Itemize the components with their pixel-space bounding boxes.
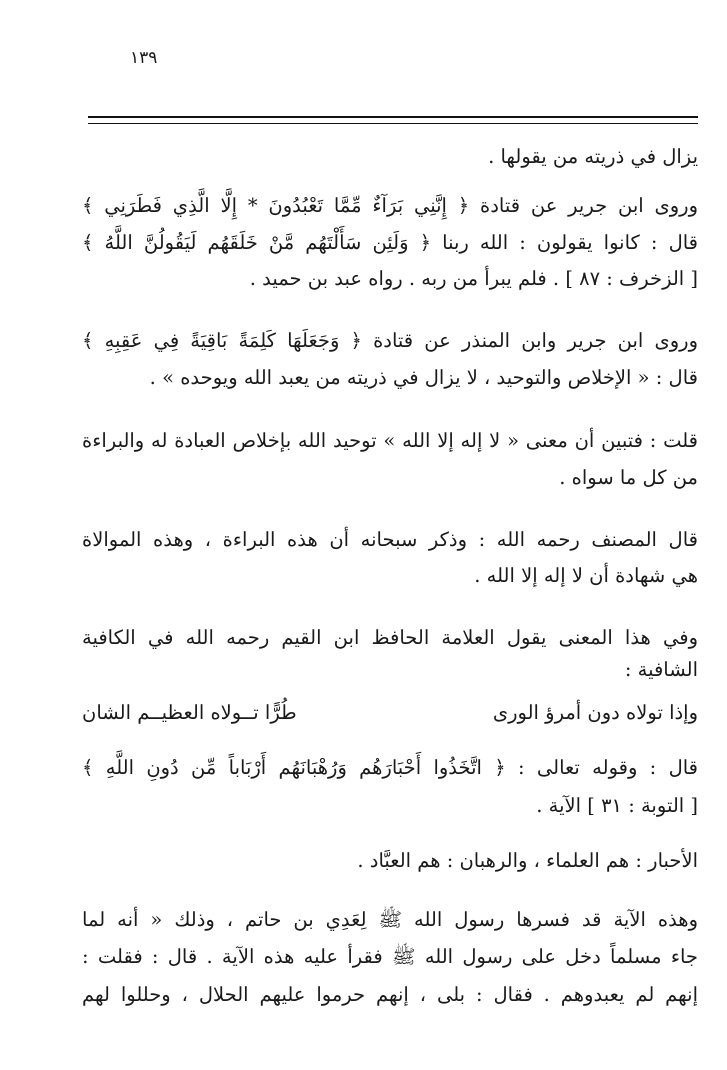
text-line: قال : وقوله تعالى : ﴿ اتَّخَذُوا أَحْبَارَهُم وَرُهْبَانَهُم أَرْبَاباً مِّن دُونِ اللَّهِ ﴾ [82, 756, 698, 779]
text-line: قال المصنف رحمه الله : وذكر سبحانه أن هذه البراءة ، وهذه الموالاة [82, 528, 698, 551]
text-line: إنهم لم يعبدوهم . فقال : بلى ، إنهم حرموا عليهم الحلال ، وحللوا لهم [82, 983, 698, 1006]
header-rule-thick [88, 116, 698, 118]
text-line: قال : كانوا يقولون : الله ربنا ﴿ وَلَئِن سَأَلْتَهُم مَّنْ خَلَقَهُم لَيَقُولُنَّ اللَّهُ ﴾ [82, 231, 698, 254]
verse-second-hemistich: طُرًّا تــولاه العظيــم الشان [82, 701, 297, 724]
text-line: من كل ما سواه . [559, 466, 698, 489]
text-line: الشافية : [624, 658, 698, 681]
text-line: قلت : فتبين أن معنى « لا إله إلا الله » توحيد الله بإخلاص العبادة له والبراءة [82, 429, 698, 452]
text-line: قال : « الإخلاص والتوحيد ، لا يزال في ذريته من يعبد الله ويوحده » . [149, 366, 698, 389]
page-number: ١٣٩ [130, 48, 158, 68]
text-line: الأحبار : هم العلماء ، والرهبان : هم العبَّاد . [357, 849, 698, 872]
text-line: وفي هذا المعنى يقول العلامة الحافظ ابن القيم رحمه الله في الكافية [82, 626, 698, 649]
text-line: وروى ابن جرير عن قتادة ﴿ إِنَّنِي بَرَآءٌ مِّمَّا تَعْبُدُونَ * إِلَّا الَّذِي فَطَرَنِي ﴾ [82, 194, 698, 217]
text-line: جاء مسلماً دخل على رسول الله ﷺ فقرأ عليه هذه الآية . قال : فقلت : [82, 945, 698, 968]
text-line: وروى ابن جرير وابن المنذر عن قتادة ﴿ وَجَعَلَهَا كَلِمَةً بَاقِيَةً فِي عَقِبِهِ ﴾ [82, 329, 698, 352]
text-line: هي شهادة أن لا إله إلا الله . [474, 564, 698, 587]
verse-first-hemistich: وإذا تولاه دون أمرؤ الورى [492, 701, 698, 724]
text-line: يزال في ذريته من يقولها . [488, 145, 698, 168]
text-line: وهذه الآية قد فسرها رسول الله ﷺ لِعَدِي بن حاتم ، وذلك « أنه لما [82, 908, 698, 931]
header-rule-thin [88, 123, 698, 124]
text-line: [ التوبة : ٣١ ] الآية . [536, 794, 698, 817]
text-line: [ الزخرف : ٨٧ ] . فلم يبرأ من ربه . رواه عبد بن حميد . [249, 267, 698, 290]
